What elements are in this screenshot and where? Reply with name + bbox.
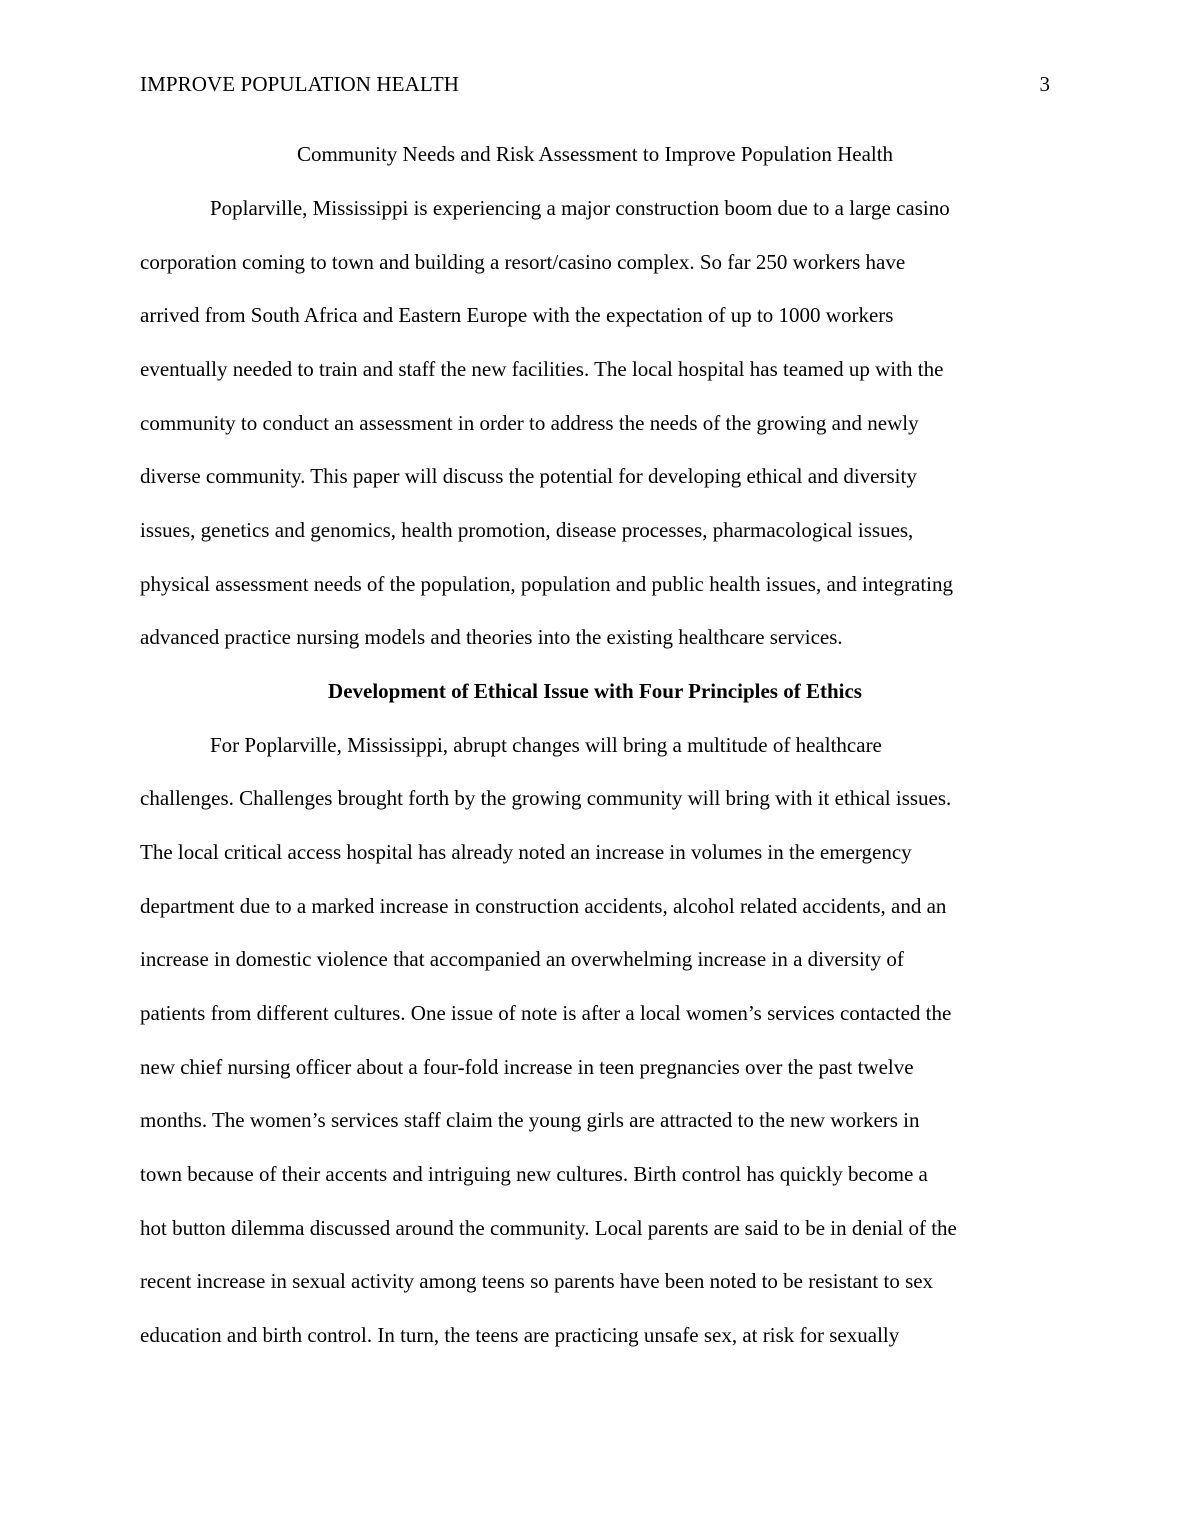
section-line: The local critical access hospital has already noted an increase in volumes in the emergency	[140, 840, 912, 864]
section-line: increase in domestic violence that accompanied an overwhelming increase in a diversity of	[140, 947, 904, 971]
page-number: 3	[1039, 72, 1050, 96]
intro-line: eventually needed to train and staff the new facilities. The local hospital has teamed up with the	[140, 357, 944, 381]
intro-line: community to conduct an assessment in order to address the needs of the growing and newly	[140, 411, 919, 435]
section-line: town because of their accents and intriguing new cultures. Birth control has quickly become a	[140, 1162, 928, 1186]
section-line: For Poplarville, Mississippi, abrupt changes will bring a multitude of healthcare	[210, 733, 882, 757]
intro-line: arrived from South Africa and Eastern Europe with the expectation of up to 1000 workers	[140, 303, 894, 327]
intro-line: advanced practice nursing models and theories into the existing healthcare services.	[140, 625, 843, 649]
section-line: department due to a marked increase in construction accidents, alcohol related accidents, and an	[140, 894, 947, 918]
running-head: IMPROVE POPULATION HEALTH	[140, 72, 460, 96]
section-line: challenges. Challenges brought forth by the growing community will bring with it ethical issues.	[140, 786, 952, 810]
section-line: patients from different cultures. One issue of note is after a local women’s services contacted the	[140, 1001, 952, 1025]
intro-line: Poplarville, Mississippi is experiencing a major construction boom due to a large casino	[210, 196, 950, 220]
section-line: new chief nursing officer about a four-fold increase in teen pregnancies over the past twelve	[140, 1055, 914, 1079]
intro-line: diverse community. This paper will discuss the potential for developing ethical and diversity	[140, 464, 917, 488]
section-heading: Development of Ethical Issue with Four Principles of Ethics	[328, 679, 862, 703]
section-line: recent increase in sexual activity among teens so parents have been noted to be resistant to sex	[140, 1269, 934, 1293]
section-line: hot button dilemma discussed around the community. Local parents are said to be in denial of the	[140, 1216, 957, 1240]
section-line: months. The women’s services staff claim the young girls are attracted to the new workers in	[140, 1108, 920, 1132]
section-line: education and birth control. In turn, the teens are practicing unsafe sex, at risk for sexually	[140, 1323, 900, 1347]
intro-line: corporation coming to town and building a resort/casino complex. So far 250 workers have	[140, 250, 906, 274]
paper-title: Community Needs and Risk Assessment to Improve Population Health	[296, 142, 894, 166]
intro-line: issues, genetics and genomics, health promotion, disease processes, pharmacological issues,	[140, 518, 914, 542]
intro-line: physical assessment needs of the population, population and public health issues, and integrating	[140, 572, 954, 596]
